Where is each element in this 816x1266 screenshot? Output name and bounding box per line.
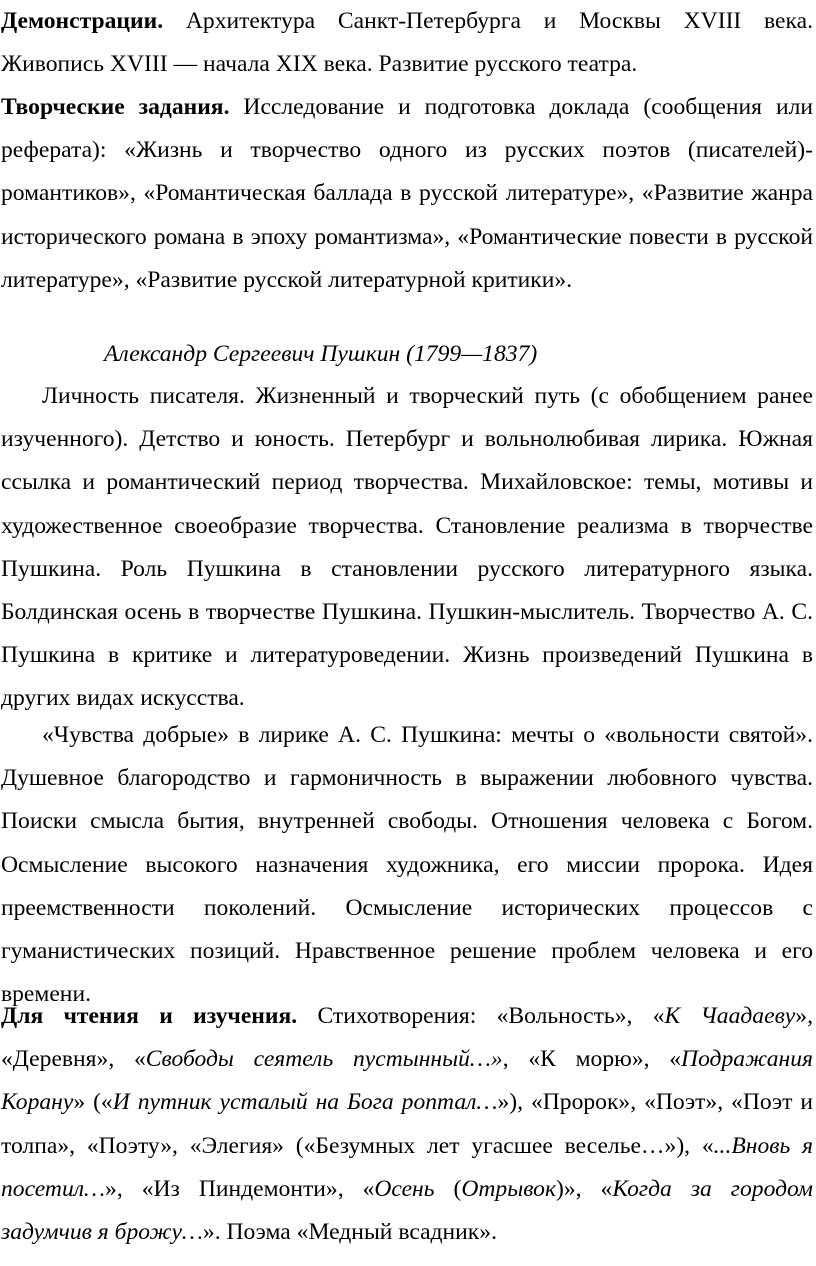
reading-list-paragraph [1,995,813,1254]
reading-text: )», « [555,1175,613,1202]
demonstrations-label: Демонстрации. [1,8,164,34]
poem-title: Отрывок [461,1175,556,1202]
poem-title: ...Вновь я посетил… [1,1132,813,1202]
poem-title: Свободы сеятель пустынный…» [145,1046,503,1073]
poem-title: И путник усталый на Бога роптал… [112,1089,498,1116]
reading-text: Стихотворения: «Вольность», « [297,1003,665,1029]
reading-text: ». Поэма «Медный всадник». [202,1219,497,1246]
poem-title: К Чаадаеву [664,1003,796,1029]
reading-list-label: Для чтения и изучения. [1,1003,298,1029]
creative-tasks-paragraph [1,86,813,302]
poem-title: Подражания Корану [1,1046,813,1116]
reading-text: »), «Пророк», «Поэт», «Поэт и толпа», «Поэту», «Элегия» («Безумных лет угасшее веселье…»), « [1,1089,813,1159]
reading-text: , «К морю», « [502,1046,682,1073]
creative-tasks-label: Творческие задания. [1,94,230,120]
lyrics-themes-paragraph: «Чувства добрые» в лирике А. С. Пушкина: мечты о «вольности святой». Душевное благородство и гармоничность в выражении любовного чувства. Поиски смысла бытия, внутренней свободы. Отношения человека с Богом. Осмысление высокого назначения художника, его миссии пророка. Идея преемственности поколений. Осмысление исторических процессов с гуманистических позиций. Нравственное решение проблем человека и его времени. [1,722,813,1008]
reading-text: ( [434,1175,462,1202]
reading-text: », «Из Пиндемонти», « [105,1175,375,1202]
poem-title: Осень [374,1175,435,1202]
section-heading: Александр Сергеевич Пушкин (1799—1837) [104,341,538,367]
reading-text: », «Деревня», « [1,1003,813,1073]
reading-text: » (« [73,1089,113,1116]
creative-tasks-text: Исследование и подготовка доклада (сообщения или реферата): «Жизнь и творчество одного из русских поэтов (писателей)-романтиков», «Романтическая баллада в русской литературе», «Развитие жанра исторического романа в эпоху романтизма», «Романтические повести в русской литературе», «Развитие русской литературной критики». [1,94,813,293]
demonstrations-paragraph [1,0,813,86]
poem-title: Когда за городом задумчив я брожу… [1,1175,813,1246]
demonstrations-text: Архитектура Санкт-Петербурга и Москвы XVIII века. Живопись XVIII — начала XIX века. Развитие русского театра. [1,8,813,78]
biography-paragraph: Личность писателя. Жизненный и творческий путь (с обобщением ранее изученного). Детство и юность. Петербург и вольнолюбивая лирика. Южная ссылка и романтический период творчества. Михайловское: темы, мотивы и художественное своеобразие творчества. Становление реализма в творчестве Пушкина. Роль Пушкина в становлении русского литературного языка. Болдинская осень в творчестве Пушкина. Пушкин-мыслитель. Творчество А. С. Пушкина в критике и литературоведении. Жизнь произведений Пушкина в других видах искусства. [1,383,813,712]
